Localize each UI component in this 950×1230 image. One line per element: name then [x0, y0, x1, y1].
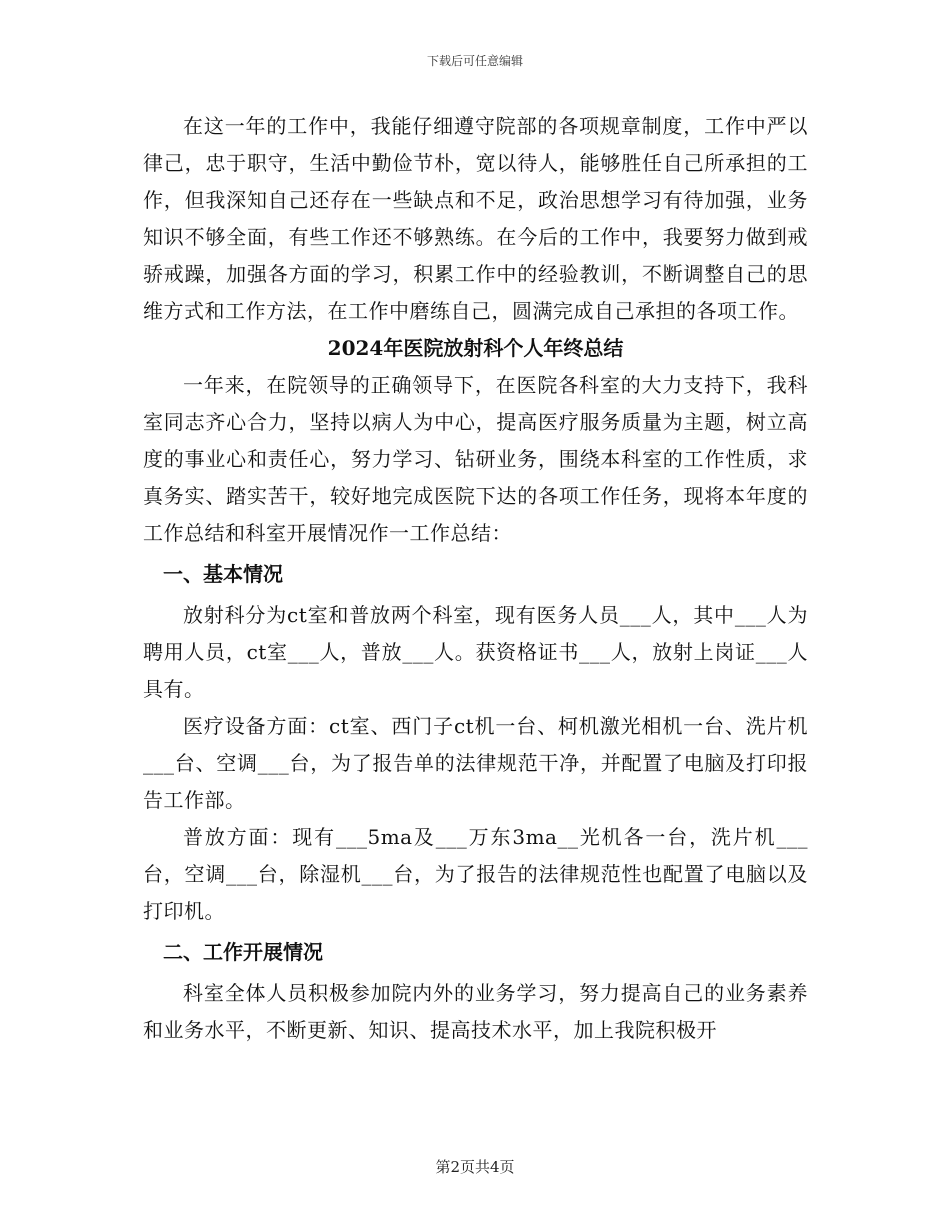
document-title: 2024年医院放射科个人年终总结 [327, 336, 624, 360]
section1-paragraph: 放射科分为ct室和普放两个科室，现有医务人员___人，其中___人为聘用人员，ct室___人，普放___人。获资格证书___人，放射上岗证___人具有。 [143, 603, 808, 701]
section2-heading: 二、工作开展情况 [163, 940, 323, 964]
document-body [143, 108, 808, 1049]
section2-paragraph: 科室全体人员积极参加院内外的业务学习，努力提高自己的业务素养和业务水平，不断更新、知识、提高技术水平，加上我院积极开 [143, 981, 808, 1042]
intro-paragraph: 在这一年的工作中，我能仔细遵守院部的各项规章制度，工作中严以律己，忠于职守，生活中勤俭节朴，宽以待人，能够胜任自己所承担的工作，但我深知自己还存在一些缺点和不足，政治思想学习有待加强，业务知识不够全面，有些工作还不够熟练。在今后的工作中，我要努力做到戒骄戒躁，加强各方面的学习，积累工作中的经验教训，不断调整自己的思维方式和工作方法，在工作中磨练自己，圆满完成自己承担的各项工作。 [143, 114, 808, 323]
section1-paragraph: 医疗设备方面：ct室、西门子ct机一台、柯机激光相机一台、洗片机___台、空调___台，为了报告单的法律规范干净，并配置了电脑及打印报告工作部。 [143, 714, 808, 812]
section1-paragraph: 普放方面：现有___5ma及___万东3ma__光机各一台，洗片机___台，空调___台，除湿机___台，为了报告的法律规范性也配置了电脑以及打印机。 [143, 825, 808, 923]
opening-paragraph: 一年来，在院领导的正确领导下，在医院各科室的大力支持下，我科室同志齐心合力，坚持以病人为中心，提高医疗服务质量为主题，树立高度的事业心和责任心，努力学习、钻研业务，围绕本科室的工作性质，求真务实、踏实苦干，较好地完成医院下达的各项工作任务，现将本年度的工作总结和科室开展情况作一工作总结： [143, 373, 808, 545]
page-footer: 第2页共4页 [435, 1158, 515, 1176]
section1-heading: 一、基本情况 [163, 562, 283, 586]
header-note: 下载后可任意编辑 [426, 54, 523, 68]
